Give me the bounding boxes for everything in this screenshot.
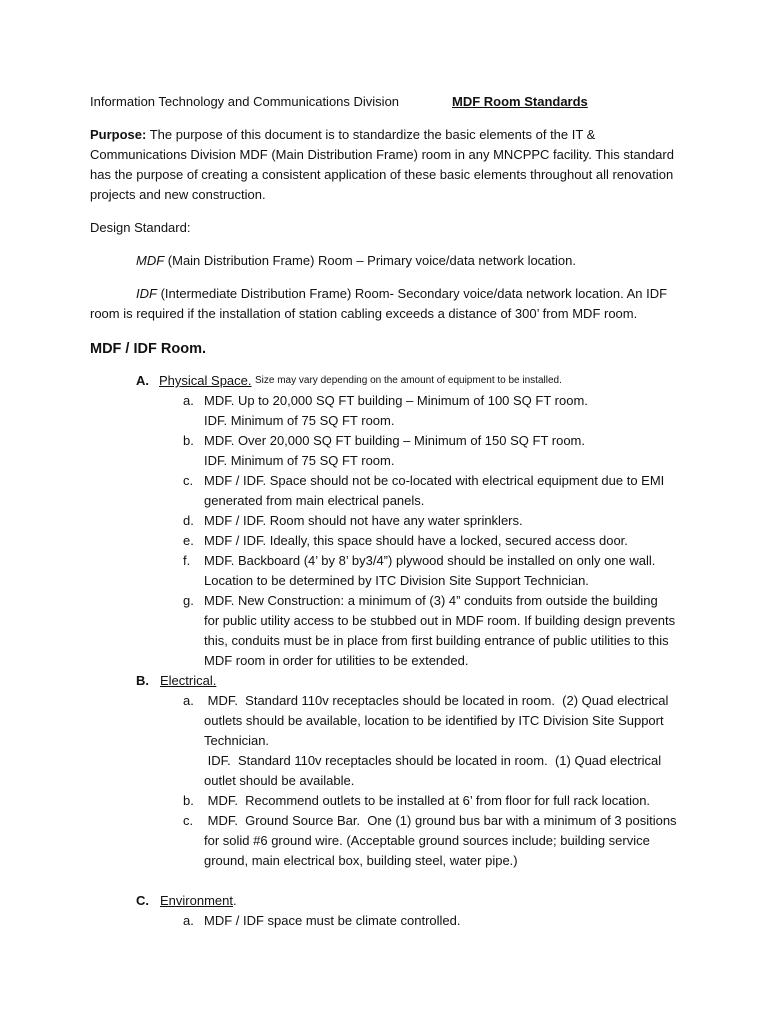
list-item-line: Location to be determined by ITC Division Site Support Technician. [204,573,589,588]
section-c-heading [160,891,237,911]
list-item-line: MDF. Standard 110v receptacles should be located in room. (2) Quad electrical [204,693,669,708]
purpose-line-2: Communications Division MDF (Main Distribution Frame) room in any MNCPPC facility. This standard [90,147,674,162]
list-item-line: IDF. Minimum of 75 SQ FT room. [204,413,395,428]
list-item-line: MDF. Ground Source Bar. One (1) ground bus bar with a minimum of 3 positions [204,813,677,828]
section-b-title: Electrical. [160,673,217,688]
list-item-line: MDF room in order for utilities to be extended. [204,653,469,668]
purpose-label: Purpose: [90,127,147,142]
list-marker: a. [183,913,194,928]
purpose-line-1 [90,125,595,145]
list-marker: g. [183,593,194,608]
list-item-line: Technician. [204,733,270,748]
list-item-line: for solid #6 ground wire. (Acceptable ground sources include; building service [204,833,650,848]
list-item-line: MDF / IDF. Ideally, this space should have a locked, secured access door. [204,533,628,548]
list-item-line: MDF. Recommend outlets to be installed at 6’ from floor for full rack location. [204,793,651,808]
purpose-text-1: The purpose of this document is to standardize the basic elements of the IT & [149,127,596,142]
list-item-line: IDF. Standard 110v receptacles should be located in room. (1) Quad electrical [204,753,662,768]
list-item-line: MDF. Backboard (4’ by 8’ by3/4”) plywood should be installed on only one wall. [204,553,656,568]
list-item-line: MDF / IDF. Space should not be co-located with electrical equipment due to EMI [204,473,665,488]
list-marker: f. [183,553,191,568]
list-marker: c. [183,813,194,828]
room-heading: MDF / IDF Room. [90,341,206,357]
idf-text: (Intermediate Distribution Frame) Room- Secondary voice/data network location. An IDF [156,286,668,301]
list-item-line: IDF. Minimum of 75 SQ FT room. [204,453,395,468]
section-c-marker: C. [136,893,149,908]
section-a-note: Size may vary depending on the amount of equipment to be installed. [255,375,562,386]
list-item-line: generated from main electrical panels. [204,493,425,508]
division-name: Information Technology and Communications Division [90,94,400,109]
list-item-line: MDF / IDF space must be climate controlled. [204,913,461,928]
section-c-title-suffix: . [232,893,237,908]
section-b-marker: B. [136,673,149,688]
section-c-title: Environment [160,893,233,908]
document-title: MDF Room Standards [452,94,588,109]
idf-definition-line-2: room is required if the installation of station cabling exceeds a distance of 300’ from MDF room. [90,306,638,321]
list-item-line: ground, main electrical box, building steel, water pipe.) [204,853,518,868]
list-marker: c. [183,473,194,488]
list-item-line: for public utility access to be stubbed out in MDF room. If building design prevents [204,613,676,628]
idf-term: IDF [136,286,157,301]
list-marker: a. [183,693,194,708]
purpose-line-3: has the purpose of creating a consistent application of these basic elements throughout all renovation [90,167,674,182]
list-marker: b. [183,793,194,808]
list-item-line: MDF. Up to 20,000 SQ FT building – Minimum of 100 SQ FT room. [204,393,588,408]
list-item-line: this, conduits must be in place from first building entrance of public utilities to this [204,633,669,648]
mdf-definition [136,251,576,271]
purpose-line-4: projects and new construction. [90,187,266,202]
list-marker: b. [183,433,194,448]
list-item-line: outlet should be available. [204,773,355,788]
list-item-line: outlets should be available, location to be identified by ITC Division Site Support [204,713,664,728]
list-marker: e. [183,533,194,548]
list-item-line: MDF. New Construction: a minimum of (3) 4” conduits from outside the building [204,593,658,608]
mdf-term: MDF [136,253,165,268]
list-marker: d. [183,513,194,528]
mdf-text: (Main Distribution Frame) Room – Primary voice/data network location. [164,253,576,268]
section-a-title: Physical Space. [159,373,252,388]
list-item-line: MDF / IDF. Room should not have any water sprinklers. [204,513,523,528]
list-item-line: MDF. Over 20,000 SQ FT building – Minimum of 150 SQ FT room. [204,433,585,448]
section-a-marker: A. [136,373,149,388]
idf-definition [136,284,667,304]
list-marker: a. [183,393,194,408]
design-standard-label: Design Standard: [90,220,191,235]
